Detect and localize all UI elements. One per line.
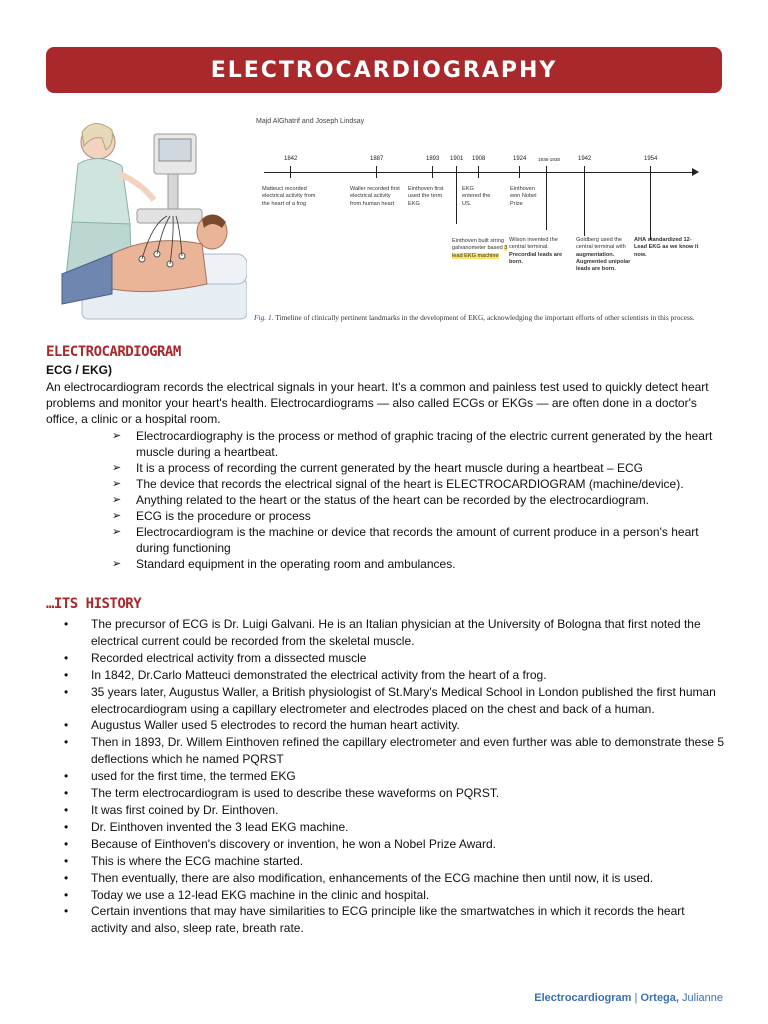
arrow-bullet-icon: ➢ — [112, 526, 122, 538]
dot-bullet-icon: • — [64, 667, 69, 682]
list-item: • Then eventually, there are also modification, enhancements of the ECG machine then until now, it is used. — [64, 870, 654, 885]
arrow-bullet-icon: ➢ — [112, 558, 122, 570]
timeline-note: Matteuci recorded electrical activity from the heart of a frog — [262, 186, 316, 207]
dot-bullet-icon: • — [64, 836, 69, 851]
dot-bullet-icon: • — [64, 853, 69, 868]
list-item: • This is where the ECG machine started. — [64, 853, 304, 868]
dot-bullet-icon: • — [64, 769, 69, 784]
dot-bullet-icon: • — [64, 870, 69, 885]
dot-bullet-icon: • — [64, 684, 69, 699]
dot-bullet-icon: • — [64, 617, 69, 631]
list-item: • In 1842, Dr.Carlo Matteuci demonstrated the electrical activity from the heart of a frog. — [64, 667, 547, 682]
timeline-arrow-icon — [692, 168, 699, 176]
timeline-tick — [376, 166, 377, 178]
list-item: ➢ Standard equipment in the operating room and ambulances. — [112, 557, 456, 571]
year-label: 1887 — [370, 156, 384, 162]
timeline-tick — [432, 166, 433, 178]
list-item: ➢ Electrocardiogram is the machine or device that records the amount of current produce in a person's heart during functioning — [112, 525, 699, 555]
history-list — [64, 616, 724, 937]
figure-caption: Fig. 1. Timeline of clinically pertinent landmarks in the development of EKG, acknowledging the important efforts of other scientists in this process. — [254, 313, 695, 322]
timeline-tick — [456, 166, 457, 224]
ecg-patient-illustration — [42, 104, 247, 334]
section-heading-history: …ITS HISTORY — [46, 596, 142, 612]
timeline-tick — [584, 166, 585, 236]
list-item: ➢ Electrocardiography is the process or method of graphic tracing of the electric current generated by the heart muscle during a heartbeat. — [112, 429, 713, 459]
dot-bullet-icon: • — [64, 887, 69, 902]
title-banner — [46, 47, 722, 93]
arrow-bullet-icon: ➢ — [112, 462, 122, 474]
dot-bullet-icon: • — [64, 718, 69, 733]
timeline-note-string-galvanometer: Einthoven built string galvanometer based 3 lead EKG machine — [452, 238, 508, 259]
figure-authors: Majd AlGhatrif and Joseph Lindsay — [256, 118, 365, 125]
timeline-note: EKG entered the US. — [462, 186, 491, 207]
year-label: 1942 — [578, 156, 592, 162]
timeline-tick — [290, 166, 291, 178]
document-title: ELECTROCARDIOGRAPHY — [210, 57, 558, 83]
arrow-bullet-icon: ➢ — [112, 478, 122, 490]
year-label: 1954 — [644, 156, 658, 162]
list-item: • Today we use a 12-lead EKG machine in the clinic and hospital. — [64, 887, 430, 902]
year-label: 1936-1938 — [538, 157, 560, 162]
intro-paragraph: An electrocardiogram records the electrical signals in your heart. It's a common and painless test used to quickly detect heart problems and monitor your heart's health. Electrocardiograms — also called ECGs or EKGs — are often done in a doctor's office, a clinic or a hospital room. — [46, 380, 709, 426]
arrow-bullet-icon: ➢ — [112, 494, 122, 506]
list-item: • The precursor of ECG is Dr. Luigi Galvani. He is an Italian physician at the University of Bologna that first noted the electrical current could be recorded from the skeletal muscle. — [64, 617, 701, 648]
year-label: 1893 — [426, 156, 440, 162]
list-item: ➢ Anything related to the heart or the status of the heart can be recorded by the electrocardiogram. — [112, 493, 649, 507]
list-item: • Certain inventions that may have similarities to ECG principle like the smartwatches in which it records the heart activity and also, sleep rate, breath rate. — [64, 904, 685, 936]
list-item: • used for the first time, the termed EKG — [64, 769, 296, 784]
timeline-note: Einthoven won Nobel Prize — [510, 186, 537, 207]
dot-bullet-icon: • — [64, 802, 69, 817]
list-item: • Because of Einthoven's discovery or invention, he won a Nobel Prize Award. — [64, 836, 496, 851]
timeline-tick — [650, 166, 651, 240]
page-footer: Electrocardiogram | Ortega, Julianne — [534, 992, 723, 1004]
year-label: 1924 — [513, 156, 527, 162]
year-label: 1901 — [450, 156, 464, 162]
dot-bullet-icon: • — [64, 819, 69, 834]
dot-bullet-icon: • — [64, 735, 69, 750]
list-item: • It was first coined by Dr. Einthoven. — [64, 802, 279, 817]
arrow-bullet-icon: ➢ — [112, 430, 122, 442]
timeline-tick — [519, 166, 520, 178]
dot-bullet-icon: • — [64, 650, 69, 665]
list-item: • 35 years later, Augustus Waller, a British physiologist of St.Mary's Medical School in London published the first human electrocardiogram using a capillary electrometer and electrodes placed on the chest and back of a human. — [64, 684, 716, 716]
list-item: ➢ ECG is the procedure or process — [112, 509, 311, 523]
list-item: • Recorded electrical activity from a dissected muscle — [64, 650, 367, 665]
timeline-note: Waller recorded first electrical activity from human heart — [350, 186, 400, 207]
ekg-timeline-figure — [254, 116, 724, 338]
timeline-tick — [546, 166, 547, 230]
timeline-note-goldberg: Goldberg used the central terminal with augmentation. Augmented unipolar leads are born. — [576, 237, 631, 273]
list-item: • Dr. Einthoven invented the 3 lead EKG machine. — [64, 819, 349, 834]
timeline-note: Einthoven first used the term EKG — [408, 186, 444, 207]
timeline-axis — [264, 172, 694, 173]
timeline-tick — [478, 166, 479, 178]
list-item: ➢ It is a process of recording the current generated by the heart muscle during a heartbeat – ECG — [112, 461, 643, 475]
list-item: • Then in 1893, Dr. Willem Einthoven refined the capillary electrometer and even further was able to demonstrate these 5 deflections which he named PQRST — [64, 735, 725, 767]
definition-list — [112, 428, 722, 572]
dot-bullet-icon: • — [64, 904, 69, 919]
list-item: • Augustus Waller used 5 electrodes to record the human heart activity. — [64, 718, 460, 733]
dot-bullet-icon: • — [64, 786, 69, 801]
year-label: 1842 — [284, 156, 298, 162]
timeline-note-wilson: Wilson invented the central terminal. Precordial leads are born. — [509, 237, 563, 265]
subheading-ecg-ekg: ECG / EKG) — [46, 363, 113, 377]
list-item: • The term electrocardiogram is used to describe these waveforms on PQRST. — [64, 786, 500, 801]
year-label: 1908 — [472, 156, 486, 162]
list-item: ➢ The device that records the electrical signal of the heart is ELECTROCARDIOGRAM (machine/device). — [112, 477, 684, 491]
section-heading-electrocardiogram: ELECTROCARDIOGRAM — [46, 344, 181, 360]
arrow-bullet-icon: ➢ — [112, 510, 122, 522]
timeline-note-aha: AHA standardized 12-Lead EKG as we know it now. — [634, 237, 699, 258]
